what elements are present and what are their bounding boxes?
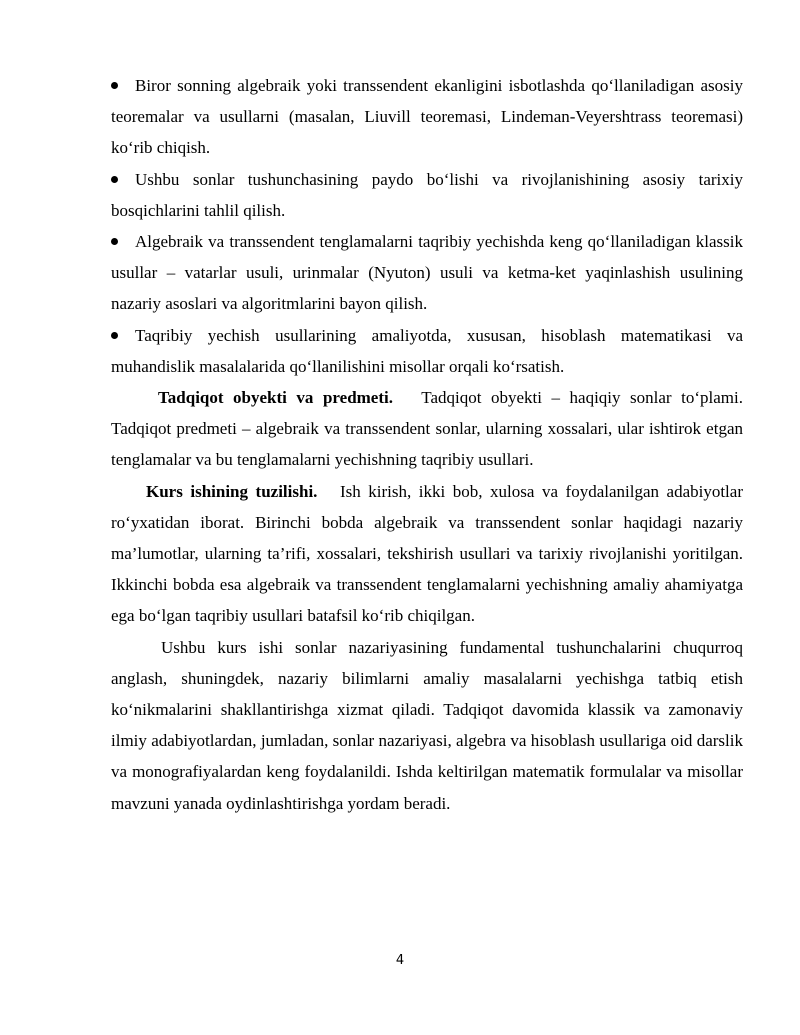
structure-heading: Kurs ishining tuzilishi.	[146, 481, 318, 501]
bullet-text: Taqribiy yechish usullarining amaliyotda, xususan, hisoblash matematikasi va muhandislik masalalarida qo‘llanilishini misollar orqali ko‘rsatish.	[111, 325, 743, 376]
bullet-item	[111, 320, 743, 382]
structure-text: Ish kirish, ikki bob, xulosa va foydalanilgan adabiyotlar ro‘yxatidan iborat. Birinchi bobda algebraik va transsendent sonlar haqidagi nazariy ma’lumotlar, ularning ta’rifi, xossalari, tekshirish usullari va tarixiy rivojlanishi yoritilgan. Ikkinchi bobda esa algebraik va transsendent tenglamalarni yechishning amaliy ahamiyatga ega bo‘lgan taqribiy usullari batafsil ko‘rib chiqilgan.	[111, 481, 743, 626]
object-heading: Tadqiqot obyekti va predmeti.	[158, 388, 393, 408]
bullet-item	[111, 164, 743, 226]
page-number: 4	[395, 953, 405, 968]
bullet-dot-icon	[111, 176, 118, 183]
bullet-dot-icon	[111, 238, 118, 245]
structure-paragraph	[111, 476, 743, 632]
closing-paragraph: Ushbu kurs ishi sonlar nazariyasining fundamental tushunchalarini chuqurroq anglash, shuningdek, nazariy bilimlarni amaliy masalalarni yechishga tatbiq etish ko‘nikmalarini shakllantirishga xizmat qiladi. Tadqiqot davomida klassik va zamonaviy ilmiy adabiyotlardan, jumladan, sonlar nazariyasi, algebra va hisoblash usullariga oid darslik va monografiyalardan keng foydalanildi. Ishda keltirilgan matematik formulalar va misollar mavzuni yanada oydinlashtirishga yordam beradi.	[111, 637, 743, 813]
object-paragraph	[111, 382, 743, 476]
bullet-text: Ushbu sonlar tushunchasining paydo bo‘lishi va rivojlanishining asosiy tarixiy bosqichlarini tahlil qilish.	[111, 169, 743, 220]
bullet-text: Algebraik va transsendent tenglamalarni taqribiy yechishda keng qo‘llaniladigan klassik usullar – vatarlar usuli, urinmalar (Nyuton) usuli va ketma-ket yaqinlashish usulining nazariy asoslari va algoritmlarini bayon qilish.	[111, 232, 743, 314]
bullet-item	[111, 70, 743, 164]
bullet-text: Biror sonning algebraik yoki transsendent ekanligini isbotlashda qo‘llaniladigan asosiy teoremalar va usullarni (masalan, Liuvill teoremasi, Lindeman-Veyershtrass teoremasi) ko‘rib chiqish.	[111, 76, 743, 158]
bullet-dot-icon	[111, 82, 118, 89]
bullet-item	[111, 226, 743, 320]
document-page	[111, 70, 743, 819]
object-text: Tadqiqot obyekti – haqiqiy sonlar to‘plami. Tadqiqot predmeti – algebraik va transsendent sonlar, ularning xossalari, ular ishtirok etgan tenglamalar va bu tenglamalarni yechishning taqribiy usullari.	[111, 388, 743, 470]
bullet-dot-icon	[111, 332, 118, 339]
